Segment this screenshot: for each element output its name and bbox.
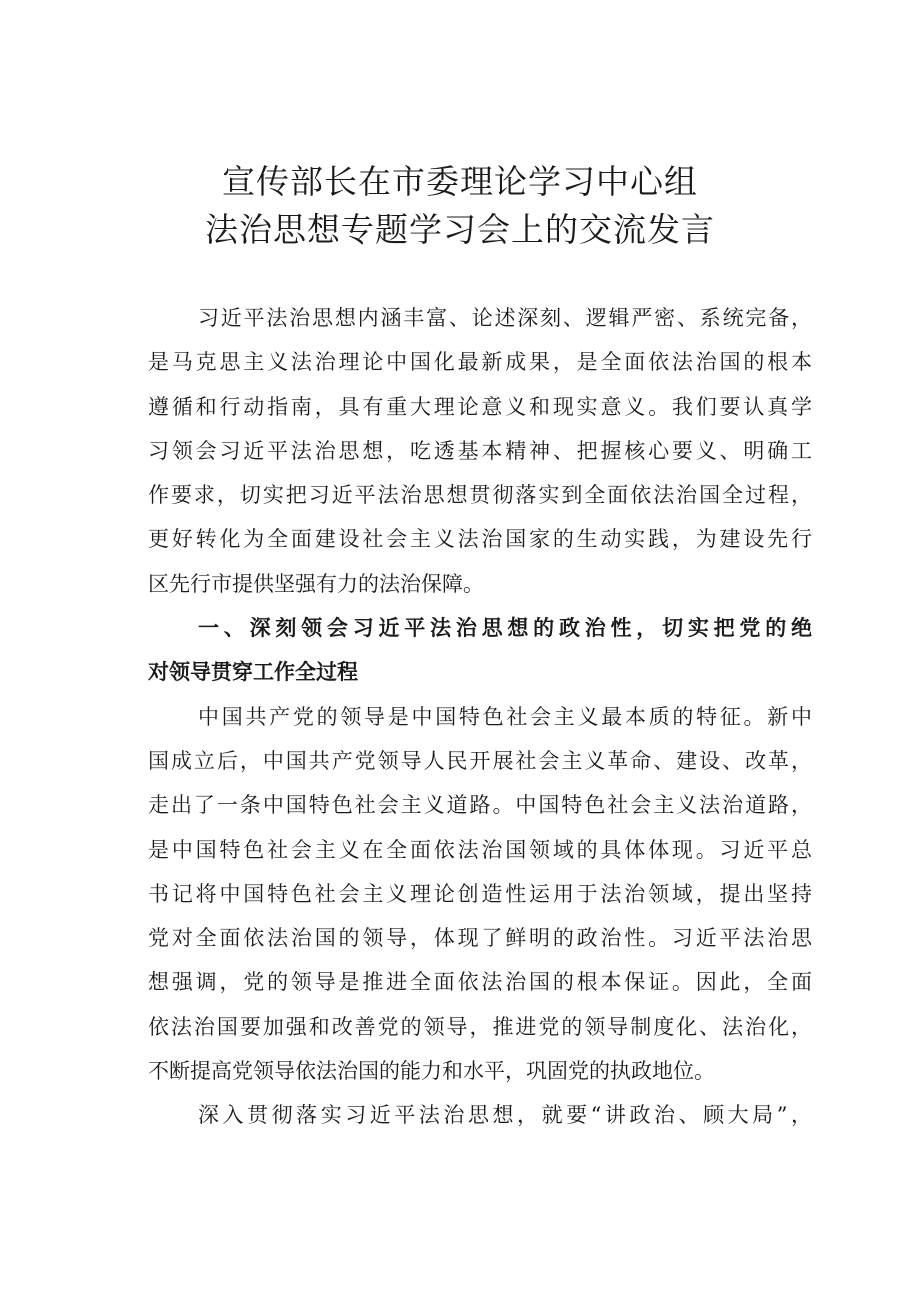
paragraph-1-line: 遵循和行动指南，具有重大理论意义和现实意义。我们要认真学 [148, 394, 812, 419]
paragraph-2-line: 走出了一条中国特色社会主义道路。中国特色社会主义法治道路， [148, 793, 812, 818]
paragraph-2-line: 党对全面依法治国的领导，体现了鲜明的政治性。习近平法治思 [148, 926, 812, 951]
paragraph-1-line: 是马克思主义法治理论中国化最新成果，是全面依法治国的根本 [148, 350, 812, 375]
paragraph-1-line: 习领会习近平法治思想，吃透基本精神、把握核心要义、明确工 [148, 438, 812, 463]
paragraph-2-line: 中国共产党的领导是中国特色社会主义最本质的特征。新中 [198, 704, 812, 729]
document-title-line-1: 宣传部长在市委理论学习中心组 [222, 162, 698, 201]
paragraph-1-line: 作要求，切实把习近平法治思想贯彻落实到全面依法治国全过程， [148, 483, 812, 508]
section-heading-line: 一、深刻领会习近平法治思想的政治性，切实把党的绝 [198, 616, 812, 641]
paragraph-2-line: 书记将中国特色社会主义理论创造性运用于法治领域，提出坚持 [148, 881, 812, 906]
paragraph-2-line: 想强调，党的领导是推进全面依法治国的根本保证。因此，全面 [148, 970, 812, 995]
paragraph-1-line: 区先行市提供坚强有力的法治保障。 [148, 571, 484, 596]
paragraph-1-line: 习近平法治思想内涵丰富、论述深刻、逻辑严密、系统完备， [198, 306, 812, 330]
paragraph-2-line: 是中国特色社会主义在全面依法治国领域的具体体现。习近平总 [148, 837, 812, 862]
document-body [148, 296, 812, 1138]
paragraph-1-line: 更好转化为全面建设社会主义法治国家的生动实践，为建设先行 [148, 527, 812, 552]
paragraph-2-line: 不断提高党领导依法治国的能力和水平，巩固党的执政地位。 [148, 1059, 715, 1084]
document-title-line-2: 法治思想专题学习会上的交流发言 [205, 210, 715, 249]
paragraph-2-line: 依法治国要加强和改善党的领导，推进党的领导制度化、法治化， [148, 1014, 812, 1039]
paragraph-3-line: 深入贯彻落实习近平法治思想，就要“讲政治、顾大局”， [198, 1103, 812, 1128]
paragraph-2-line: 国成立后，中国共产党领导人民开展社会主义革命、建设、改革， [148, 748, 812, 773]
section-heading-line: 对领导贯穿工作全过程 [148, 660, 358, 685]
